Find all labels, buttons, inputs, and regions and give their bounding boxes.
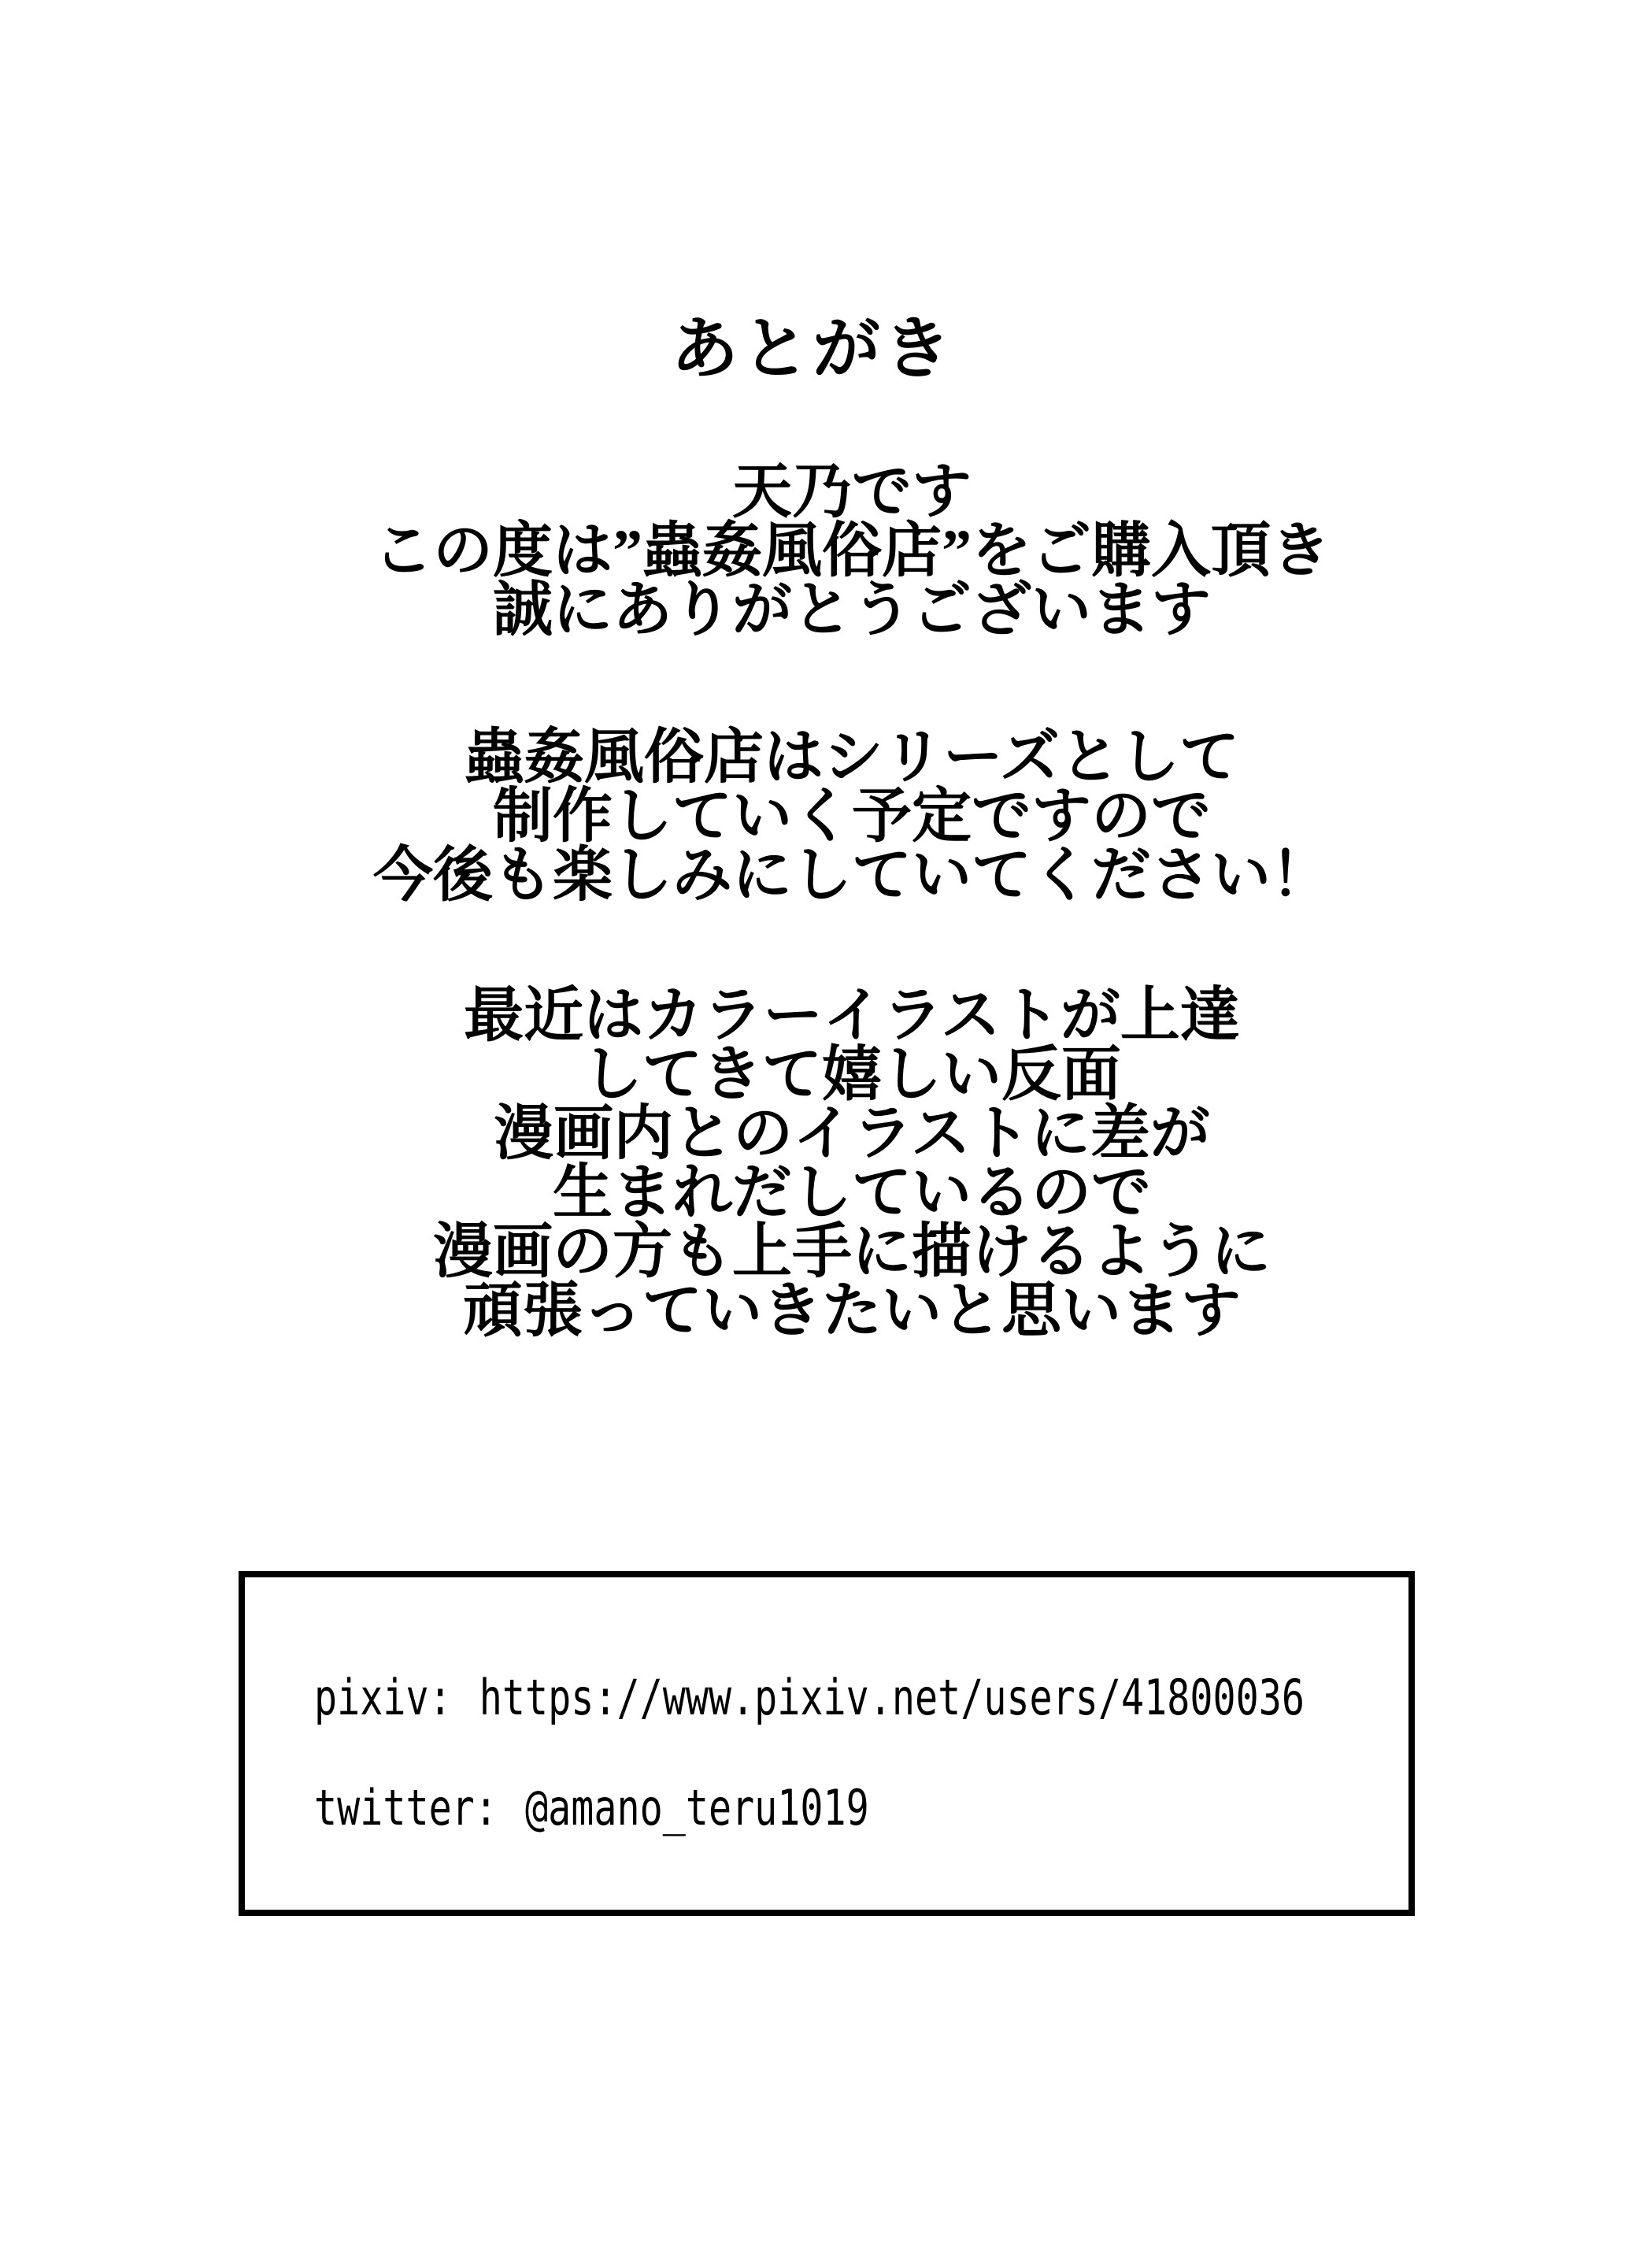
text-line: 頑張っていきたいと思います <box>463 1278 1241 1344</box>
text-line: 生まれだしているので <box>553 1160 1151 1226</box>
text-line: 誠にありがとうございます <box>493 577 1211 643</box>
afterword-body <box>79 459 1625 1344</box>
pixiv-url[interactable]: https://www.pixiv.net/users/41800036 <box>479 1669 1305 1726</box>
contact-box <box>239 1571 1415 1916</box>
page-title: あとがき <box>671 311 954 387</box>
paragraph-series-plans <box>79 724 1625 909</box>
twitter-label: twitter: <box>314 1779 498 1836</box>
text-line: 漫画の方も上手に描けるように <box>433 1219 1271 1285</box>
text-line: 最近はカラーイラストが上達 <box>464 983 1240 1049</box>
twitter-handle[interactable]: @amano_teru1019 <box>525 1779 869 1836</box>
twitter-link-line <box>314 1779 869 1836</box>
text-line: 蟲姦風俗店はシリーズとして <box>464 724 1240 791</box>
text-line: 今後も楽しみにしていてください！ <box>373 843 1331 909</box>
text-line: してきて嬉しい反面 <box>583 1042 1121 1108</box>
pixiv-label: pixiv: <box>314 1669 452 1726</box>
text-line: 制作していく予定ですので <box>493 784 1211 850</box>
text-line: 漫画内とのイラストに差が <box>494 1101 1210 1167</box>
text-line: 天乃です <box>732 459 972 525</box>
pixiv-link-line <box>314 1669 1305 1726</box>
text-line: この度は”蟲姦風俗店”をご購入頂き <box>373 518 1331 584</box>
paragraph-greeting <box>79 459 1625 643</box>
paragraph-illustration-progress <box>79 983 1625 1344</box>
